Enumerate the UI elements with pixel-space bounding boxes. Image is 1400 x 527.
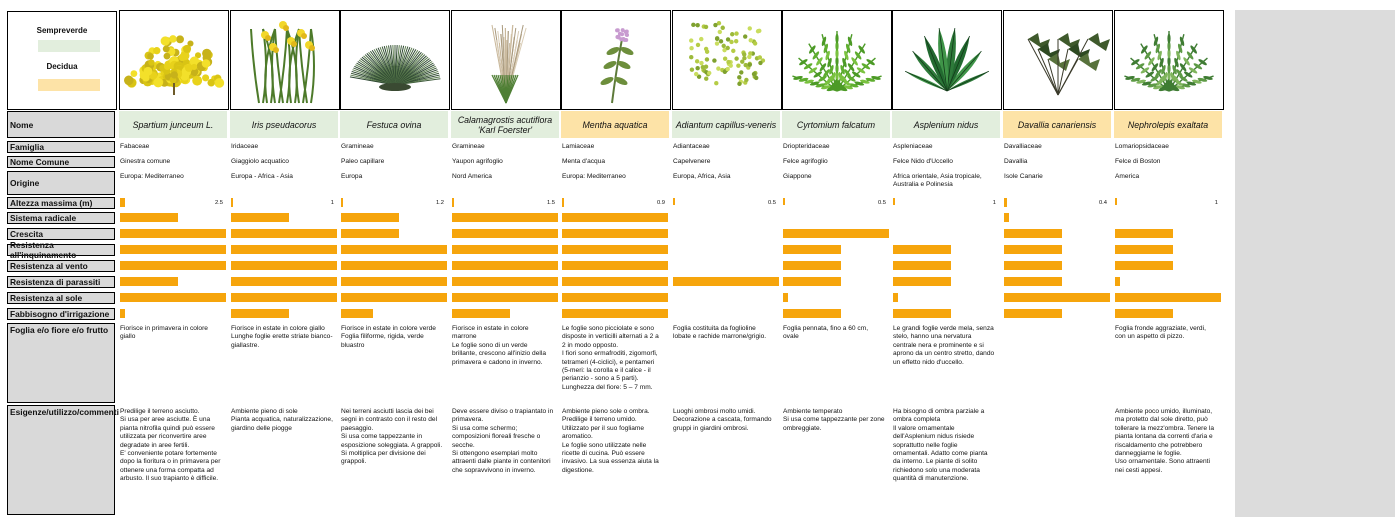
legend-deciduous-label: Decidua [46,62,78,71]
rating-bar-parasites [562,277,668,286]
plant-origin: Europa: Mediterraneo [120,173,184,180]
plant-photo [1114,10,1224,110]
height-bar [562,198,564,207]
rating-bar-pollution [783,245,841,254]
plant-common: Menta d'acqua [562,158,606,165]
rating-bar-parasites [783,277,841,286]
plant-name: Mentha aquatica [561,111,669,138]
plant-name: Festuca ovina [340,111,448,138]
plant-leaf: Fiorisce in estate in colore verde Foglia filiforme, rigida, verde bluastro [341,325,436,349]
rating-bar-growth [341,229,399,238]
height-bar [231,198,233,207]
plant-family: Lomariopsidaceae [1115,143,1169,150]
rating-bar-pollution [562,245,668,254]
plant-family: Gramineae [341,143,374,150]
height-value: 1.2 [435,200,444,206]
plant-name: Cyrtomium falcatum [782,111,890,138]
rating-bar-irrigation [783,309,841,318]
hares-foot-fern-icon [1004,11,1112,109]
rating-bar-growth [120,229,226,238]
plant-photo [892,10,1002,110]
rating-bar-growth [1115,229,1173,238]
row-label-text: Nome Comune [10,157,70,167]
plant-name: Iris pseudacorus [230,111,338,138]
plant-needs: Predilige il terreno asciutto. Si usa per aree asciutte. È una pianta nitrofila quindi può essere utilizzata per riconvertire aree degradate in aree fertili. E' conveniente potare fortemente dopo la fioritura o in primavera per ottenere una forma compatta ad arbusto. Il suo trapianto è difficile. [120,408,221,483]
rating-bar-irrigation [1004,309,1062,318]
plant-origin: America [1115,173,1140,180]
rating-bar-roots [562,213,668,222]
rating-bar-sun [120,293,226,302]
plant-photo [230,10,340,110]
plant-family: Davalliaceae [1004,143,1042,150]
rating-bar-wind [120,261,226,270]
height-value: 1 [992,200,996,206]
rating-bar-pollution [341,245,447,254]
row-label-family [7,141,115,153]
plant-name: Nephrolepis exaltata [1114,111,1222,138]
row-label-text: Fabbisogno d'irrigazione [10,309,110,319]
row-label-wind [7,260,115,272]
plant-leaf: Le foglie sono picciolate e sono disposte in verticilli alternati a 2 a 2 in modo opposto. I fiori sono ermafroditi, zigomorfi, tetrameri (4-ciclici), e pentameri (5-meri: la corolla e il calice - il perianzio - sono a 5 parti). Lunghezza del fiore: 5 – 7 mm. [562,325,659,391]
height-bar [1115,198,1117,205]
plant-photo [561,10,671,110]
plant-name: Calamagrostis acutiflora 'Karl Foerster' [451,111,559,138]
rating-bar-wind [231,261,337,270]
rating-bar-roots [1004,213,1009,222]
rating-bar-parasites [673,277,779,286]
plant-origin: Europa [341,173,363,180]
plant-photo [782,10,892,110]
plant-common: Yaupon agrifoglio [452,158,503,165]
plant-leaf: Foglia fronde aggraziate, verdi, con un aspetto di pizzo. [1115,325,1206,341]
plant-leaf: Le grandi foglie verde mela, senza stelo, hanno una nervatura centrale nera e prominente e si aprono da un centro stretto, dando un effetto nido d'uccello. [893,325,995,366]
rating-bar-growth [562,229,668,238]
plant-needs: Ambiente pieno sole o ombra. Predilige il terreno umido. Utilizzato per il suo fogliame aromatico. Le foglie sono utilizzate nelle ricette di cucina. Può essere invasivo. La sua essenza aiuta la digestione. [562,408,659,474]
plant-common: Felce di Boston [1115,158,1161,165]
height-value: 1.5 [546,200,555,206]
plant-needs: Nei terreni asciutti lascia dei bei segni in contrasto con il resto del paesaggio. Si usa come tappezzante in esposizione soleggiata. A grappoli. Si moltiplica per divisione dei grappoli. [341,408,443,466]
plant-common: Ginestra comune [120,158,171,165]
plant-common: Paleo capillare [341,158,385,165]
rating-bar-sun [562,293,668,302]
rating-bar-sun [231,293,337,302]
rating-bar-irrigation [1115,309,1173,318]
broom-shrub-icon [120,11,228,109]
rating-bar-growth [783,229,889,238]
rating-bar-wind [893,261,951,270]
holly-fern-icon [783,11,891,109]
row-label-leaf [7,323,115,403]
plant-family: Lamiaceae [562,143,595,150]
plant-common: Felce agrifoglio [783,158,828,165]
plant-leaf: Fiorisce in estate in colore marrone Le foglie sono di un verde brillante, crescono all'inizio della primavera e cadono in inverno. [452,325,546,366]
maidenhair-fern-icon [673,11,781,109]
rating-bar-irrigation [893,309,951,318]
height-value: 0.9 [656,200,665,206]
rating-bar-sun [1115,293,1221,302]
plant-family: Aspleniaceae [893,143,933,150]
height-value: 0.5 [877,200,886,206]
plant-needs: Ambiente poco umido, illuminato, ma protetto dal sole diretto, può tollerare la mezz'ombra. Tenere la pianta lontana da correnti d'aria e riscaldamento che potrebbero danneggiarne le foglie. Uso ornamentale. Sono attraenti nei cesti appesi. [1115,408,1214,474]
row-label-text: Resistenza al vento [10,261,88,271]
rating-bar-parasites [120,277,178,286]
height-bar [893,198,895,205]
rating-bar-irrigation [231,309,289,318]
height-value: 1 [330,200,334,206]
plant-name: Davallia canariensis [1003,111,1111,138]
rating-bar-wind [562,261,668,270]
plant-name: Spartium junceum L. [119,111,227,138]
plant-origin: Africa orientale, Asia tropicale, Australia e Polinesia [893,173,982,189]
plant-family: Driopteridaceae [783,143,830,150]
rating-bar-roots [452,213,558,222]
rating-bar-sun [452,293,558,302]
plant-needs: Ha bisogno di ombra parziale a ombra completa Il valore ornamentale dell'Asplenium nidus risiede soprattutto nelle foglie ornamentali. Adatto come pianta da interno. Le piante di solito richiedono solo una moderata quantità di manutenzione. [893,408,988,483]
plant-common: Davallia [1004,158,1028,165]
row-label-text: Foglia e/o fiore e/o frutto [10,325,109,335]
rating-bar-wind [783,261,841,270]
height-value: 2.5 [214,200,223,206]
rating-bar-pollution [231,245,337,254]
legend-evergreen-swatch [38,40,100,52]
rating-bar-parasites [1115,277,1120,286]
rating-bar-irrigation [562,309,668,318]
plant-common: Giaggiolo acquatico [231,158,289,165]
plant-origin: Europa - Africa - Asia [231,173,293,180]
rating-bar-pollution [120,245,226,254]
plant-photo [119,10,229,110]
rating-bar-growth [1004,229,1062,238]
plant-common: Capelvenere [673,158,711,165]
row-label-text: Resistenza all'inquinamento [10,240,77,260]
rating-bar-pollution [893,245,951,254]
plant-leaf: Fiorisce in primavera in colore giallo [120,325,208,341]
plant-name: Asplenium nidus [892,111,1000,138]
rating-bar-parasites [452,277,558,286]
plant-photo [672,10,782,110]
rating-bar-parasites [1004,277,1062,286]
rating-bar-wind [1115,261,1173,270]
rating-bar-roots [120,213,178,222]
row-label-common [7,156,115,168]
plant-needs: Deve essere diviso o trapiantato in primavera. Si usa come schermo; composizioni floreali fresche o secche. Si ottengono esemplari molto attraenti dalle piante in contenitori che sopravvivono in inverno. [452,408,554,474]
plant-common: Felce Nido d'Uccello [893,158,953,165]
row-label-text: Famiglia [10,142,44,152]
row-label-irrigation [7,308,115,320]
plant-photo [451,10,561,110]
row-label-needs [7,405,119,515]
height-bar [673,198,675,205]
row-label-growth [7,228,115,240]
plant-origin: Giappone [783,173,812,180]
bird-nest-fern-icon [893,11,1001,109]
row-label-text: Esigenze/utilizzo/commenti [10,407,119,417]
row-label-text: Crescita [10,229,44,239]
rating-bar-parasites [893,277,951,286]
rating-bar-wind [452,261,558,270]
rating-bar-sun [783,293,788,302]
rating-bar-pollution [452,245,558,254]
rating-bar-pollution [1115,245,1173,254]
legend-deciduous-swatch [38,79,100,91]
rating-bar-wind [1004,261,1062,270]
row-label-parasites [7,276,115,288]
height-value: 1 [1214,200,1218,206]
plant-family: Iridaceae [231,143,259,150]
water-mint-icon [562,11,670,109]
height-bar [452,198,454,207]
rating-bar-irrigation [341,309,373,318]
plant-origin: Nord America [452,173,492,180]
height-bar [120,198,125,207]
row-label-text: Altezza massima (m) [10,198,93,208]
row-label-text: Origine [10,178,40,188]
plant-family: Fabaceae [120,143,150,150]
row-label-pollution [7,240,115,260]
plant-photo [1003,10,1113,110]
rating-bar-wind [341,261,447,270]
plant-leaf: Foglia costituita da foglioline lobate e rachide marrone/grigio. [673,325,767,341]
height-bar [783,198,785,205]
legend [7,11,117,110]
height-bar [341,198,343,207]
row-label-origin [7,171,115,195]
plant-photo [340,10,450,110]
rating-bar-pollution [1004,245,1062,254]
legend-evergreen-label: Sempreverde [36,26,88,35]
plant-needs: Luoghi ombrosi molto umidi. Decorazione a cascata, formando gruppi in giardini ombrosi. [673,408,772,432]
rating-bar-sun [1004,293,1110,302]
rating-bar-irrigation [120,309,125,318]
row-label-text: Sistema radicale [10,213,77,223]
rating-bar-growth [452,229,558,238]
rating-bar-sun [341,293,447,302]
row-label-name [7,111,115,138]
plant-needs: Ambiente pieno di sole Pianta acquatica, naturalizzazione, giardino delle piogge [231,408,333,432]
boston-fern-icon [1115,11,1223,109]
row-label-text: Nome [10,119,34,130]
plant-needs: Ambiente temperato Si usa come tappezzante per zone ombreggiate. [783,408,885,432]
yellow-iris-icon [231,11,339,109]
rating-bar-roots [341,213,399,222]
plant-family: Adiantaceae [673,143,710,150]
height-bar [1004,198,1007,207]
rating-bar-parasites [231,277,337,286]
plant-origin: Europa, Africa, Asia [673,173,731,180]
rating-bar-irrigation [452,309,510,318]
rating-bar-growth [231,229,337,238]
row-label-height [7,197,115,209]
row-label-text: Resistenza di parassiti [10,277,101,287]
feather-grass-icon [452,11,560,109]
grass-tuft-icon [341,11,449,109]
plant-origin: Isole Canarie [1004,173,1043,180]
row-label-roots [7,212,115,224]
gray-side-panel [1235,10,1395,517]
plant-leaf: Fiorisce in estate in colore giallo Lunghe foglie erette striate bianco-giallastre. [231,325,333,349]
plant-family: Gramineae [452,143,485,150]
plant-leaf: Foglia pennata, fino a 60 cm, ovale [783,325,869,341]
height-value: 0.5 [767,200,776,206]
row-label-sun [7,292,115,304]
rating-bar-sun [893,293,898,302]
plant-origin: Europa: Mediterraneo [562,173,626,180]
plant-name: Adiantum capillus-veneris [672,111,780,138]
height-value: 0.4 [1098,200,1107,206]
rating-bar-roots [231,213,289,222]
rating-bar-parasites [341,277,447,286]
row-label-text: Resistenza al sole [10,293,83,303]
